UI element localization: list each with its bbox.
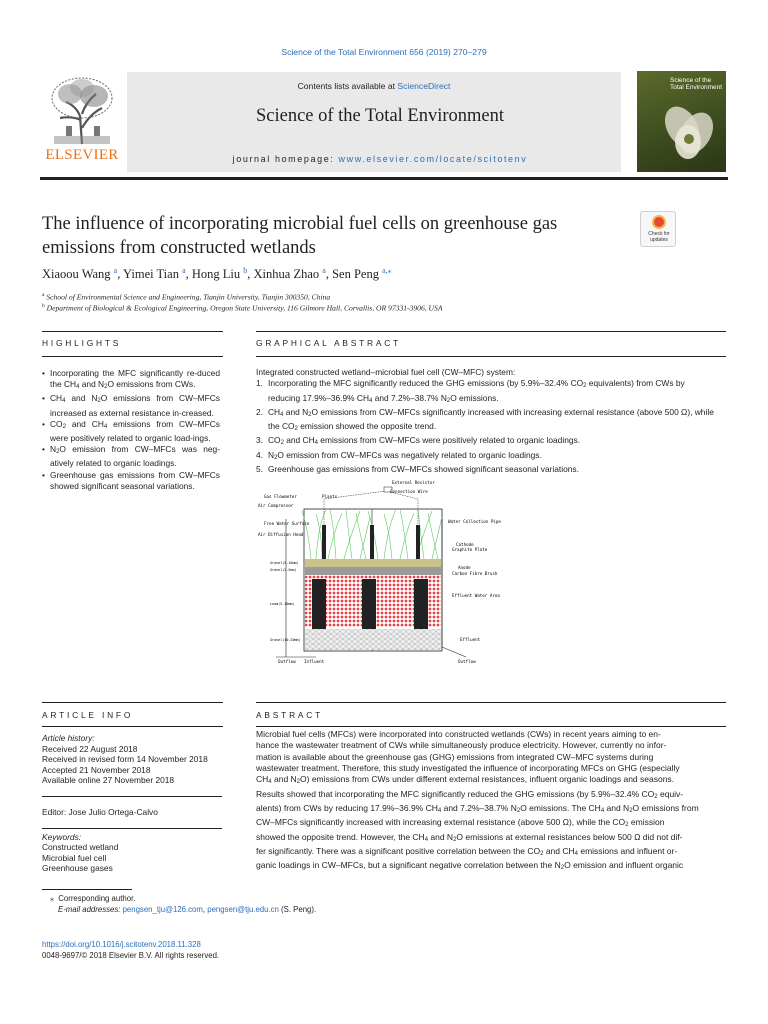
affiliation-b: [42, 303, 682, 313]
ga-item: 2. CH4 and N2O emissions from CW–MFCs significantly increased with increasing external resistance (above 500 Ω), while the CO2 emission showed the opposite trend.: [256, 406, 714, 433]
abstract-line: CH4 and N2O) emissions from CWs under different external resistances, influent organic loadings and seasons.: [256, 774, 675, 786]
affiliation-mark[interactable]: a: [113, 266, 118, 275]
section-rule: [42, 331, 223, 332]
author-name[interactable]: Yimei Tian: [123, 267, 179, 282]
article-info: [42, 733, 222, 874]
label-gas-flowmeter: Gas Flowmeter: [264, 494, 297, 499]
label-air-compressor: Air Compressor: [258, 503, 294, 508]
email-label: E-mail addresses:: [58, 905, 123, 914]
cover-title-line1: Science of the: [670, 77, 712, 84]
section-rule: [42, 702, 223, 703]
article-info-heading: ARTICLE INFO: [42, 710, 134, 720]
cover-center-dot: [684, 134, 694, 144]
ga-item: 1. Incorporating the MFC significantly reduced the GHG emissions (by 5.9%–32.4% CO2 equivalents) from CWs by reducing 17.9%–36.9% CH4 and 7.2%–38.7% N2O emissions.: [256, 378, 685, 404]
check-updates-icon: [652, 215, 666, 229]
check-updates-line2: updates: [650, 237, 668, 243]
highlight-item: • Incorporating the MFC significantly re-duced the CH4 and N2O emissions from CWs.: [42, 368, 220, 393]
ga-item-number: 5.: [256, 464, 263, 475]
header-rule: [40, 177, 728, 180]
contents-line: [127, 81, 621, 91]
online-date: Available online 27 November 2018: [42, 775, 175, 786]
abstract-line: CW–MFCs significantly increased with increasing external resistance (above 500 Ω), while the CO2 emission: [256, 817, 665, 829]
homepage-prefix: journal homepage:: [232, 154, 339, 164]
label-gravel-bottom: Gravel(10-20mm): [270, 638, 301, 642]
abstract-body: [256, 729, 714, 875]
contents-prefix: Contents lists available at: [297, 81, 398, 91]
graphical-abstract-heading: GRAPHICAL ABSTRACT: [256, 338, 402, 348]
homepage-line: [127, 154, 633, 164]
sciencedirect-link[interactable]: ScienceDirect: [397, 81, 451, 91]
abstract-line: showed the opposite trend. However, the CH4 and N2O emissions at external resistances below 500 Ω did not dif-: [256, 831, 683, 843]
abstract-line: hance the wastewater treatment of CWs while simultaneously produce electricity. However, currently no infor-: [256, 740, 667, 751]
affiliation-text: Department of Biological & Ecological Engineering, Oregon State University, 116 Gilmore Hall, Corvallis, OR 97331-3906, USA: [46, 303, 443, 313]
label-gravel-top: Gravel(5-10mm): [270, 561, 299, 565]
cover-title-line2: Total Environment: [670, 84, 723, 91]
abstract-line: mation is available about the greenhouse gas (GHG) emissions from integrated CW–MFC systems during: [256, 751, 654, 762]
ga-intro: Integrated constructed wetland–microbial fuel cell (CW–MFC) system:: [256, 367, 516, 377]
abstract-line: wastewater treatment. Therefore, this study investigated the influence of incorporating MFCs on GHG (especially: [256, 763, 680, 774]
label-outflow-right: Outflow: [458, 659, 476, 664]
highlight-item: • N2O emission from CW–MFCs was neg-atively related to organic loadings.: [42, 444, 220, 469]
author-name[interactable]: Xiaoou Wang: [42, 267, 111, 282]
ga-item: 3. CO2 and CH4 emissions from CW–MFCs were positively related to organic loadings.: [256, 435, 581, 447]
section-rule: [256, 702, 726, 703]
ga-item: 5. Greenhouse gas emissions from CW–MFCs showed significant seasonal variations.: [256, 464, 579, 475]
affiliation-mark: b: [42, 303, 45, 309]
label-carbon-fibre-brush: Carbon Fibre Brush: [452, 571, 498, 576]
highlights-list: [42, 368, 220, 492]
label-air-diffusion-head: Air Diffusion Head: [258, 532, 304, 537]
affiliation-a: [42, 292, 682, 302]
highlight-item: • CH4 and N2O emissions from CW–MFCs increased as external resistance in-creased.: [42, 393, 220, 418]
author-name[interactable]: Hong Liu: [191, 267, 241, 282]
label-graphite-plate: Graphite Plate: [452, 547, 488, 552]
section-rule: [42, 726, 223, 727]
cathode-plate: [322, 525, 326, 561]
cathode-plate: [370, 525, 374, 561]
received-date: Received 22 August 2018: [42, 743, 138, 754]
highlight-item: • CO2 and CH4 emissions from CW–MFCs were positively related to organic load-ings.: [42, 419, 220, 444]
doi-link[interactable]: https://doi.org/10.1016/j.scitotenv.2018.11.328: [42, 940, 201, 949]
ga-list: [256, 378, 718, 475]
label-effluent: Effluent: [460, 637, 481, 642]
article-title-line1: The influence of incorporating microbial fuel cells on greenhouse gas: [42, 214, 558, 234]
corresponding-author-text: Corresponding author.: [58, 894, 136, 903]
section-rule: [256, 726, 726, 727]
connection-wire: [324, 491, 418, 525]
section-rule: [256, 331, 726, 332]
label-outflow-left: Outflow: [278, 659, 296, 664]
info-divider: [42, 818, 222, 829]
affiliation-mark[interactable]: b: [243, 266, 248, 275]
highlight-item: • Greenhouse gas emissions from CW–MFCs showed significant seasonal variations.: [42, 470, 220, 492]
label-plants: Plants: [322, 494, 338, 499]
anode-brush: [362, 579, 376, 631]
history-label: Article history:: [42, 733, 95, 743]
abstract-line: Results showed that incorporating the MFC significantly reduced the GHG emissions (by 5.9%–32.4% CO2 equiv-: [256, 788, 684, 800]
ga-item: 4. N2O emission from CW–MFCs was negatively related to organic loadings.: [256, 449, 542, 461]
email-link[interactable]: pengsen_tju@126.com: [122, 905, 203, 914]
accepted-date: Accepted 21 November 2018: [42, 764, 151, 775]
keyword[interactable]: Microbial fuel cell: [42, 852, 107, 863]
ga-item-number: 4.: [256, 449, 263, 460]
label-influent: Influent: [304, 659, 325, 664]
gravel-top-layer-2: [305, 567, 441, 575]
cathode-plate: [416, 525, 420, 561]
check-for-updates-button[interactable]: [640, 211, 676, 247]
anode-brush: [312, 579, 326, 631]
keyword[interactable]: Constructed wetland: [42, 842, 119, 853]
cw-mfc-system-diagram[interactable]: [256, 479, 526, 667]
revised-date: Received in revised form 14 November 2018: [42, 754, 208, 765]
corresponding-author-note: ⁎ Corresponding author.: [50, 894, 136, 903]
journal-title: Science of the Total Environment: [255, 106, 505, 126]
outflow-pipe: [442, 647, 466, 657]
email-suffix: (S. Peng).: [278, 905, 317, 914]
author-list: Xiaoou Wang $^a$, Yimei Tian $^a$, Hong Liu $^b$, Xinhua Zhao $^a$, Sen Peng $^{a,⁎}$: [42, 266, 392, 282]
affiliation-mark[interactable]: a,⁎: [382, 266, 392, 275]
ga-item-number: 3.: [256, 435, 263, 446]
ga-item-number: 2.: [256, 406, 263, 417]
ga-item-number: 1.: [256, 378, 263, 389]
affiliation-mark: a: [42, 292, 45, 298]
homepage-link[interactable]: www.elsevier.com/locate/scitotenv: [338, 154, 528, 164]
elsevier-logo: [40, 76, 124, 166]
affiliation-mark[interactable]: a: [322, 266, 326, 275]
cover-title: [670, 77, 724, 91]
email-line: E-mail addresses: pengsen_tju@126.com, pengsen@tju.edu.cn (S. Peng).: [58, 905, 317, 914]
author-name[interactable]: Sen Peng: [332, 267, 379, 282]
info-divider: [42, 786, 222, 797]
abstract-line: ganic loadings in CW–MFCs, but a significant negative correlation between the N2O emission and influent organic: [256, 860, 684, 872]
abstract-line: alents) from CWs by reducing 17.9%–36.9% CH4 and 7.2%–38.7% N2O emissions. The CH4 and N2O emissions from: [256, 803, 699, 815]
check-updates-label: [641, 231, 677, 243]
label-free-water-surface: Free Water Surface: [264, 521, 310, 526]
keywords-label: Keywords:: [42, 831, 82, 842]
author-name[interactable]: Xinhua Zhao: [253, 267, 320, 282]
gravel-bottom-layer: [305, 629, 441, 650]
abstract-heading: ABSTRACT: [256, 710, 324, 720]
elsevier-wordmark: ELSEVIER: [45, 147, 119, 163]
label-connection-wire: Connection Wire: [390, 489, 428, 494]
email-link[interactable]: pengsen@tju.edu.cn: [207, 905, 279, 914]
check-updates-line1: Check for: [648, 231, 670, 237]
copyright-line: 0048-9697/© 2018 Elsevier B.V. All rights reserved.: [42, 951, 220, 960]
abstract-line: Microbial fuel cells (MFCs) were incorporated into constructed wetlands (CWs) in recent years aiming to en-: [256, 729, 661, 739]
highlights-heading: HIGHLIGHTS: [42, 338, 122, 348]
graphical-abstract-text: [256, 367, 718, 475]
section-rule: [256, 356, 726, 357]
section-rule: [42, 356, 223, 357]
gravel-top-layer: [305, 559, 441, 567]
elsevier-tree-icon: [46, 76, 118, 146]
abstract-line: fer significantly. There was a significant positive correlation between the CO2 and CH4 emissions and influent or-: [256, 846, 678, 858]
article-title-line2: emissions from constructed wetlands: [42, 238, 316, 258]
footnote-rule: [42, 889, 132, 890]
affiliation-mark[interactable]: a: [182, 266, 186, 275]
label-anode: Anode: [458, 565, 471, 570]
label-water-collection-pipe: Water Collection Pipe: [448, 519, 501, 524]
anode-brush: [414, 579, 428, 631]
journal-cover-image[interactable]: [637, 71, 726, 172]
keyword[interactable]: Greenhouse gases: [42, 863, 113, 874]
label-cathode: Cathode: [456, 542, 474, 547]
editor-line: Editor: Jose Julio Ortega-Calvo: [42, 806, 158, 817]
label-loam: Loam(5-10mm): [270, 602, 295, 606]
affiliation-text: School of Environmental Science and Engineering, Tianjin University, Tianjin 300350, China: [46, 292, 331, 302]
label-external-resistor: External Resistor: [392, 480, 435, 485]
article-title: [42, 212, 612, 260]
label-effluent-water-area: Effluent Water Area: [452, 593, 500, 598]
label-gravel-top-2: Gravel(2-5mm): [270, 568, 297, 572]
journal-reference[interactable]: Science of the Total Environment 656 (2019) 270–279: [281, 47, 487, 57]
